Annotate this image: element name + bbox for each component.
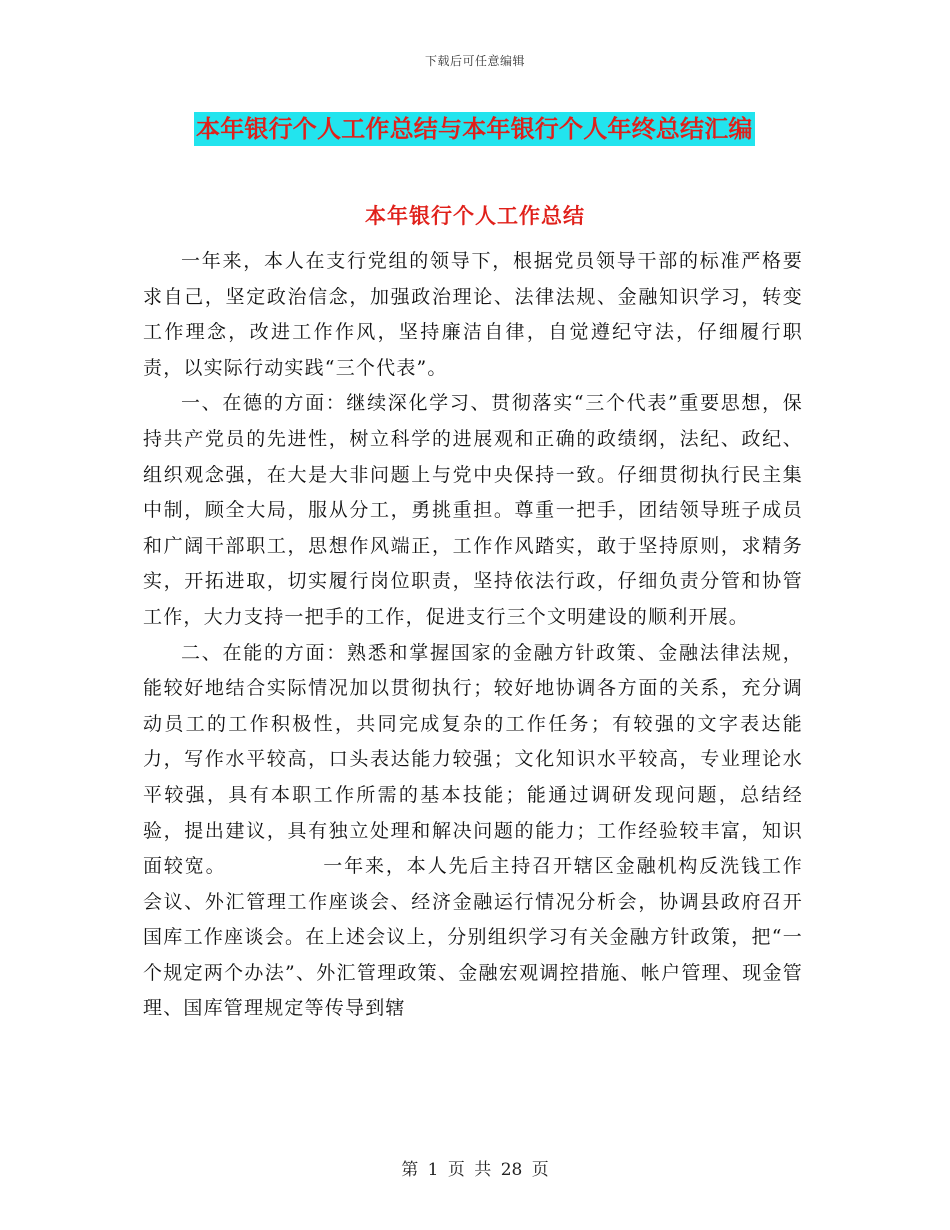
- paragraph-ability-text: 二、在能的方面：熟悉和掌握国家的金融方针政策、金融法律法规，能较好地结合实际情况加以贯彻执行；较好地协调各方面的关系，充分调动员工的工作积极性，共同完成复杂的工作任务；有较强的文字表达能力，写作水平较高，口头表达能力较强；文化知识水平较高，专业理论水平较强，具有本职工作所需的基本技能；能通过调研发现问题，总结经验，提出建议，具有独立处理和解决问题的能力；工作经验较丰富，知识面较宽。: [143, 641, 803, 878]
- page-footer: 第 1 页 共 28 页: [401, 1160, 549, 1180]
- main-title: 本年银行个人工作总结与本年银行个人年终总结汇编: [194, 112, 755, 146]
- section-title: 本年银行个人工作总结: [365, 204, 585, 228]
- paragraph-morality: 一、在德的方面：继续深化学习、贯彻落实“三个代表”重要思想，保持共产党员的先进性，树立科学的进展观和正确的政绩纲，法纪、政纪、组织观念强，在大是大非问题上与党中央保持一致。仔细贯彻执行民主集中制，顾全大局，服从分工，勇挑重担。尊重一把手，团结领导班子成员和广阔干部职工，思想作风端正，工作作风踏实，敢于坚持原则，求精务实，开拓进取，切实履行岗位职责，坚持依法行政，仔细负责分管和协管工作，大力支持一把手的工作，促进支行三个文明建设的顺利开展。: [143, 392, 803, 628]
- paragraph-intro: 一年来，本人在支行党组的领导下，根据党员领导干部的标准严格要求自己，坚定政治信念，加强政治理论、法律法规、金融知识学习，转变工作理念，改进工作作风，坚持廉洁自律，自觉遵纪守法，仔细履行职责，以实际行动实践“三个代表”。: [143, 250, 803, 379]
- paragraph-continuation-text: 一年来，本人先后主持召开辖区金融机构反洗钱工作会议、外汇管理工作座谈会、经济金融运行情况分析会，协调县政府召开国库工作座谈会。在上述会议上，分别组织学习有关金融方针政策，把“一个规定两个办法”、外汇管理政策、金融宏观调控措施、帐户管理、现金管理、国库管理规定等传导到辖: [143, 855, 803, 1020]
- paragraph-ability: [143, 636, 803, 1028]
- header-note: 下载后可任意编辑: [424, 54, 525, 68]
- body-text: [143, 244, 803, 1114]
